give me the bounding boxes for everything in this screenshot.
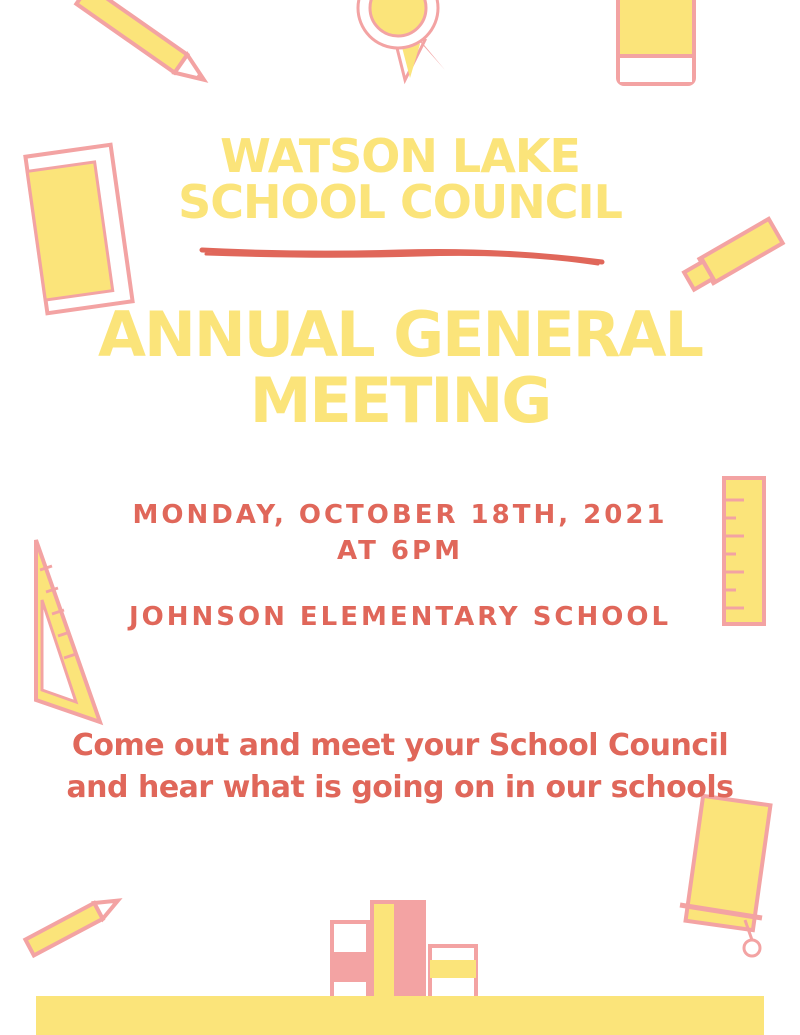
- invitation-line2: and hear what is going on in our schools: [66, 770, 734, 805]
- event-time: AT 6PM: [337, 536, 463, 566]
- event-title-line1: ANNUAL GENERAL: [98, 298, 702, 371]
- event-date: MONDAY, OCTOBER 18TH, 2021: [132, 500, 668, 530]
- easel-board-icon: [680, 796, 770, 956]
- award-ribbon-icon: [358, 0, 445, 80]
- pencil-icon: [25, 893, 122, 956]
- pencil-icon: [76, 0, 210, 89]
- footer-bar: [36, 996, 764, 1035]
- invitation-line1: Come out and meet your School Council: [71, 728, 729, 763]
- council-name-line1: WATSON LAKE: [220, 129, 580, 183]
- marker-icon: [682, 219, 783, 293]
- council-name-line2: SCHOOL COUNCIL: [178, 175, 622, 229]
- event-title-line2: MEETING: [249, 364, 551, 437]
- eraser-icon: [618, 0, 694, 84]
- books-icon: [332, 902, 476, 998]
- event-venue: JOHNSON ELEMENTARY SCHOOL: [128, 602, 672, 632]
